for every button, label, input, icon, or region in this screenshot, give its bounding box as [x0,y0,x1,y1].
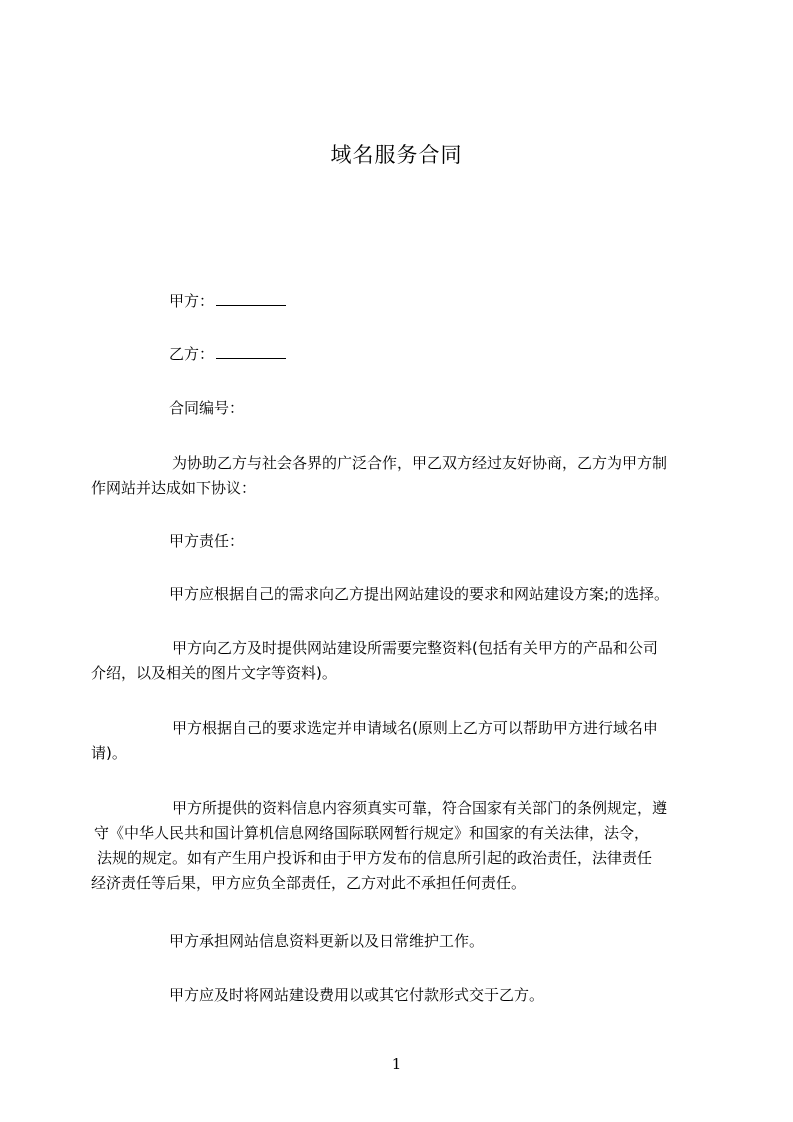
party-a-label: 甲方： [169,292,215,310]
section-a-heading: 甲方责任： [169,532,245,550]
clause-4 [91,796,703,896]
clause-5: 甲方承担网站信息资料更新以及日常维护工作。 [169,932,485,950]
contract-number-label: 合同编号： [169,399,245,417]
clause-2-line-2: 介绍，以及相关的图片文字等资料)。 [91,664,337,682]
clause-6: 甲方应及时将网站建设费用以或其它付款形式交于乙方。 [169,986,545,1004]
clause-4-line-4: 经济责任等后果，甲方应负全部责任，乙方对此不承担任何责任。 [91,874,527,892]
clause-3-line-1: 甲方根据自己的要求选定并申请域名(原则上乙方可以帮助甲方进行域名申 [172,719,658,737]
clause-2-line-1: 甲方向乙方及时提供网站建设所需要完整资料(包括有关甲方的产品和公司 [172,639,658,657]
intro-line-2: 作网站并达成如下协议： [91,479,257,497]
clause-3-line-2: 请)。 [91,744,127,762]
intro-line-1: 为协助乙方与社会各界的广泛合作，甲乙双方经过友好协商，乙方为甲方制 [172,454,668,472]
page-number: 1 [391,1055,402,1073]
party-b-line [169,344,286,364]
clause-4-line-1: 甲方所提供的资料信息内容须真实可靠，符合国家有关部门的条例规定，遵 [172,799,668,817]
document-title: 域名服务合同 [330,143,463,167]
intro-paragraph [91,451,703,501]
party-a-blank [216,291,286,306]
clause-4-line-3: 法规的规定。如有产生用户投诉和由于甲方发布的信息所引起的政治责任，法律责任 [97,849,653,867]
clause-2 [91,636,703,686]
clause-4-line-2: 守《中华人民共和国计算机信息网络国际联网暂行规定》和国家的有关法律，法令， [94,824,650,842]
clause-3 [91,716,703,766]
party-a-line [169,291,286,311]
clause-1: 甲方应根据自己的需求向乙方提出网站建设的要求和网站建设方案;的选择。 [169,585,670,603]
party-b-blank [216,344,286,359]
party-b-label: 乙方： [169,345,215,363]
